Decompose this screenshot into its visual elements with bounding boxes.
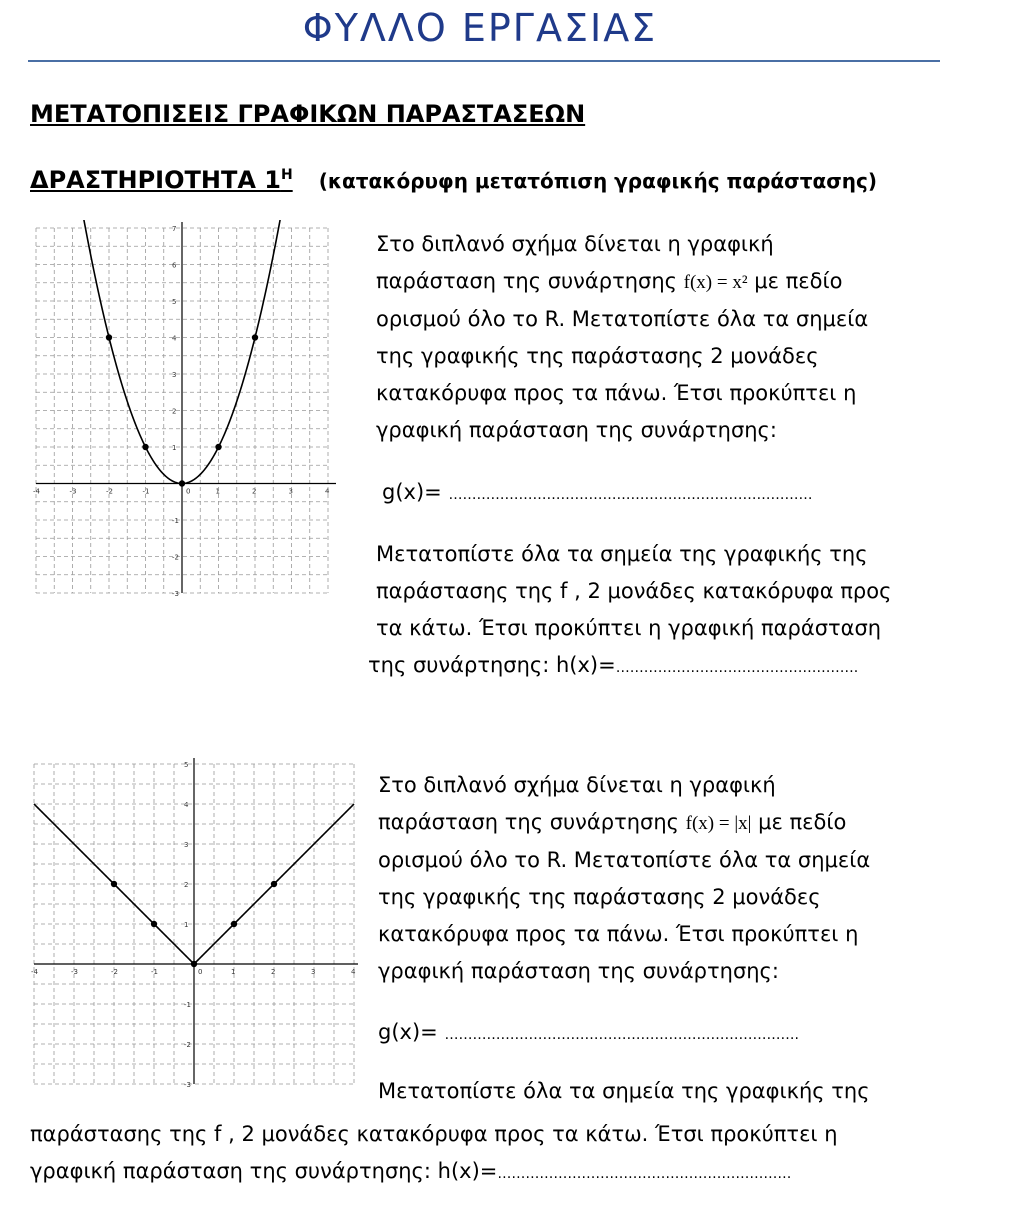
- h-answer-blank[interactable]: ………………………………………………………: [497, 1166, 792, 1182]
- section1-text-b: [376, 536, 891, 647]
- x-tick-label: -2: [106, 487, 113, 496]
- section2-line-h: [30, 1153, 838, 1193]
- y-tick-label: 3: [172, 371, 177, 379]
- section1-line: κατακόρυφα προς τα πάνω. Έτσι προκύπτει η: [376, 381, 857, 405]
- section2-line: ορισμού όλο το R. Μετατοπίστε όλα τα σημεία: [378, 848, 871, 872]
- section2-line-formula: παράσταση της συνάρτησης f(x) = |x| με πεδίο: [378, 810, 847, 834]
- section2-line: γραφική παράσταση της συνάρτησης:: [378, 959, 779, 983]
- section2-line: Στο διπλανό σχήμα δίνεται η γραφική: [378, 773, 776, 797]
- x-tick-label: 2: [252, 487, 257, 496]
- y-tick-label: 5: [172, 298, 177, 306]
- x-tick-label: -3: [69, 487, 77, 496]
- section1-g-answer: [382, 474, 812, 514]
- section2-line: της γραφικής της παράστασης 2 μονάδες: [378, 885, 821, 909]
- activity-superscript: Η: [280, 167, 293, 183]
- y-tick-label: -1: [172, 517, 179, 525]
- activity-label-wrap: [30, 166, 293, 194]
- section1-line: ορισμού όλο το R. Μετατοπίστε όλα τα σημεία: [376, 307, 869, 331]
- section2-line: κατακόρυφα προς τα πάνω. Έτσι προκύπτει η: [378, 922, 859, 946]
- g-label: g(x)=: [382, 480, 442, 504]
- section2-text-c: [30, 1116, 838, 1193]
- y-tick-label: 5: [184, 761, 189, 769]
- section1-line: τα κάτω. Έτσι προκύπτει η γραφική παράσταση: [376, 616, 882, 640]
- section2-text: [378, 767, 870, 990]
- g-label: g(x)=: [378, 1020, 438, 1044]
- section2-g-answer: [378, 1014, 799, 1054]
- y-tick-label: 4: [184, 801, 189, 809]
- marked-point: [151, 921, 157, 927]
- h-answer-blank[interactable]: …………………………………………….: [615, 660, 859, 676]
- x-tick-label: 0: [186, 487, 191, 496]
- y-tick-label: 4: [172, 334, 177, 343]
- y-tick-label: 1: [172, 444, 177, 452]
- activity-subtitle: (κατακόρυφη μετατόπιση γραφικής παράστασης): [318, 169, 878, 193]
- marked-point: [271, 881, 277, 887]
- y-tick-label: 2: [184, 881, 189, 889]
- y-tick-label: 3: [184, 841, 189, 849]
- x-tick-label: 1: [231, 968, 236, 976]
- x-tick-label: -2: [111, 968, 118, 976]
- x-tick-label: 4: [325, 487, 330, 496]
- graph-parabola: [28, 220, 358, 620]
- marked-point: [111, 881, 117, 887]
- section2-line: παράστασης της f , 2 μονάδες κατακόρυφα προς τα κάτω. Έτσι προκύπτει η: [30, 1122, 838, 1146]
- h-label: της συνάρτησης: h(x)=: [368, 653, 616, 677]
- y-tick-label: -1: [184, 1001, 191, 1009]
- g-answer-blank[interactable]: ………………………………………………………………….: [444, 1027, 799, 1043]
- marked-point: [215, 444, 221, 450]
- x-tick-label: 4: [351, 968, 356, 976]
- graph-absolute-value: [28, 758, 358, 1088]
- y-tick-label: -2: [184, 1041, 191, 1049]
- x-tick-label: -4: [33, 487, 40, 496]
- marked-point: [231, 921, 237, 927]
- section1-h-answer: [368, 647, 858, 687]
- section-heading: ΜΕΤΑΤΟΠΙΣΕΙΣ ΓΡΑΦΙΚΩΝ ΠΑΡΑΣΤΑΣΕΩΝ: [30, 100, 586, 128]
- marked-point: [106, 334, 112, 340]
- h-label: γραφική παράσταση της συνάρτησης: h(x)=: [30, 1159, 498, 1183]
- x-tick-label: 0: [198, 968, 203, 976]
- x-tick-label: 3: [311, 968, 316, 976]
- x-tick-label: -3: [71, 968, 78, 976]
- section1-line: Στο διπλανό σχήμα δίνεται η γραφική: [376, 232, 774, 256]
- x-tick-label: -4: [31, 968, 38, 976]
- x-tick-label: 2: [271, 968, 276, 976]
- section1-line: Μετατοπίστε όλα τα σημεία της γραφικής της: [376, 542, 868, 566]
- marked-point: [179, 480, 185, 486]
- section1-line: της γραφικής της παράστασης 2 μονάδες: [376, 344, 819, 368]
- y-tick-label: 6: [172, 261, 177, 270]
- section1-text: [376, 226, 868, 449]
- y-tick-label: -2: [172, 553, 179, 562]
- y-tick-label: 7: [172, 225, 177, 233]
- marked-point: [191, 961, 197, 967]
- formula-f-abs: f(x) = |x|: [685, 813, 752, 834]
- worksheet-title: ΦΥΛΛΟ ΕΡΓΑΣΙΑΣ: [302, 6, 658, 50]
- x-tick-label: -1: [151, 968, 158, 976]
- activity-heading: [30, 166, 877, 194]
- marked-point: [252, 334, 258, 340]
- x-tick-label: -1: [142, 487, 150, 496]
- section1-line: παράστασης της f , 2 μονάδες κατακόρυφα προς: [376, 579, 892, 603]
- formula-f-square: f(x) = x²: [683, 272, 748, 293]
- y-tick-label: -3: [172, 590, 179, 598]
- y-tick-label: -3: [184, 1081, 191, 1088]
- y-tick-label: 2: [172, 407, 177, 416]
- x-tick-label: 3: [288, 487, 293, 496]
- title-divider: [28, 60, 940, 62]
- activity-label: ΔΡΑΣΤΗΡΙΟΤΗΤΑ 1: [30, 166, 281, 194]
- marked-point: [142, 444, 148, 450]
- x-tick-label: 1: [215, 487, 220, 496]
- section1-line-formula: παράσταση της συνάρτησης f(x) = x² με πεδίο: [376, 269, 843, 293]
- section2-line: Μετατοπίστε όλα τα σημεία της γραφικής της: [378, 1079, 870, 1103]
- section1-line: γραφική παράσταση της συνάρτησης:: [376, 418, 777, 442]
- y-tick-label: 1: [184, 921, 189, 929]
- section2-text-b: [378, 1073, 870, 1110]
- g-answer-blank[interactable]: ……………………………………………………………………: [448, 487, 813, 503]
